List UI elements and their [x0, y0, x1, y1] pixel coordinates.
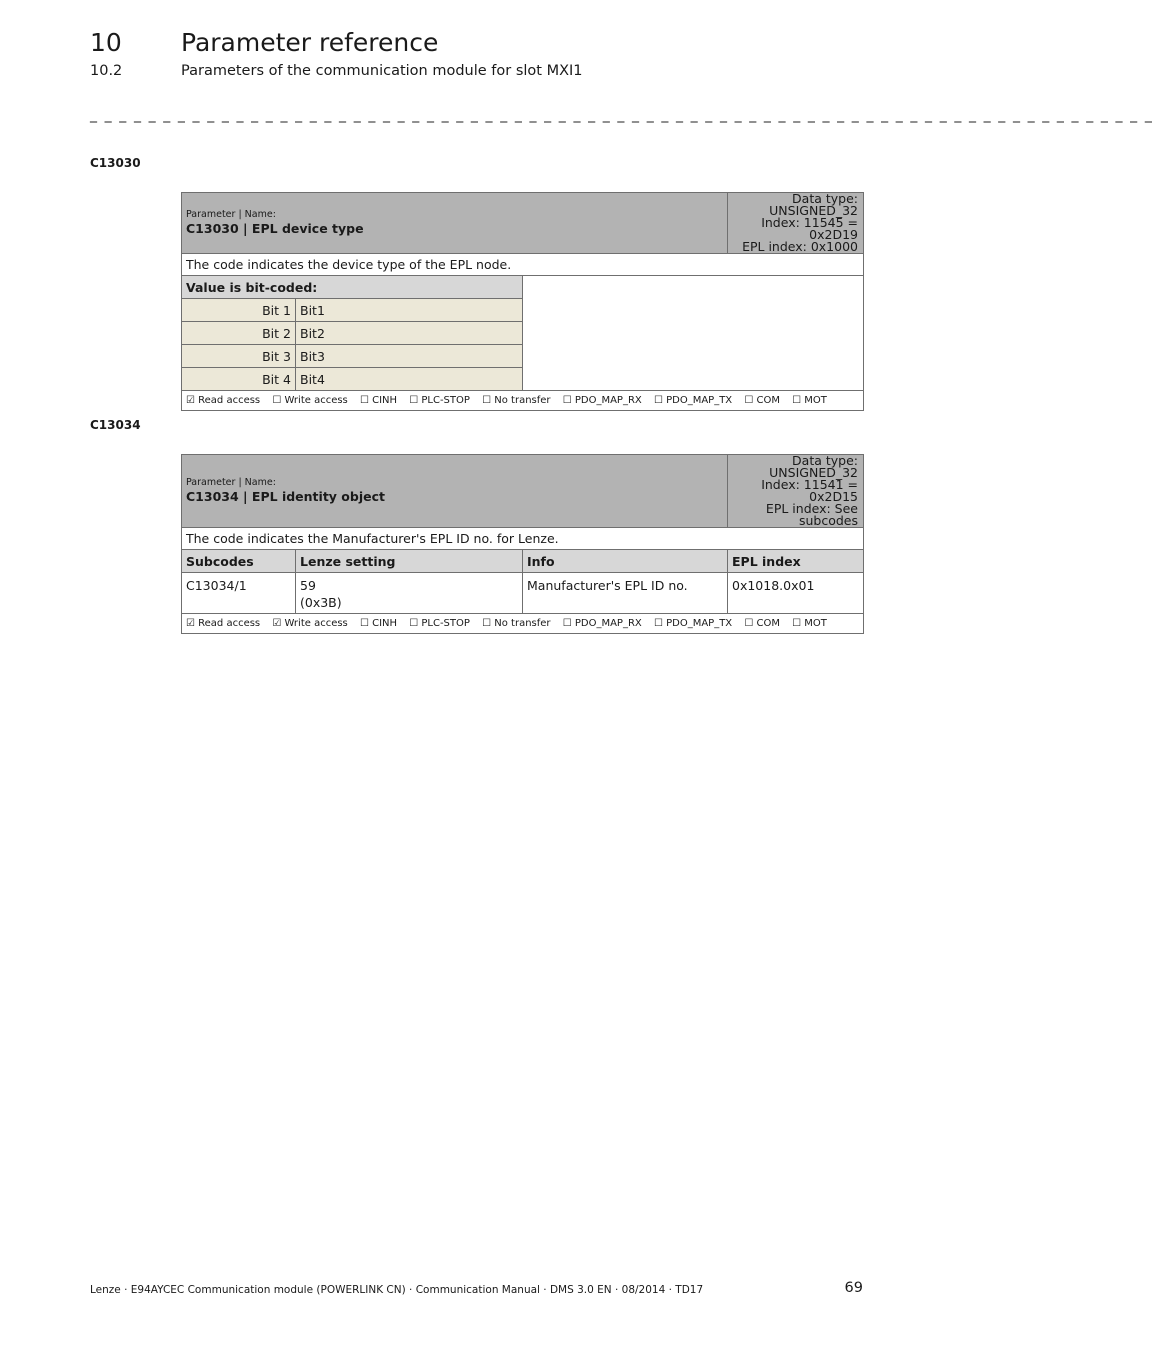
flag-cinh: ☐ CINH	[359, 395, 398, 406]
parameter-name-cell	[182, 193, 728, 254]
parameter-table-c13034	[181, 454, 864, 634]
section-title: Parameters of the communication module for slot MXI1	[181, 63, 583, 79]
bit-number: Bit 1	[182, 299, 296, 322]
empty-cell	[523, 276, 864, 391]
footer-text: Lenze · E94AYCEC Communication module (POWERLINK CN) · Communication Manual · DMS 3.0 EN · 08/2014 · TD17	[90, 1284, 704, 1296]
subcode-cell: C13034/1	[182, 573, 296, 614]
parameter-label: Parameter | Name:	[186, 209, 276, 220]
bit-number: Bit 4	[182, 368, 296, 391]
flag-plc-stop: ☐ PLC-STOP	[409, 395, 470, 406]
flag-write-access: ☐ Write access	[272, 395, 348, 406]
bit-number: Bit 3	[182, 345, 296, 368]
bit-name: Bit4	[296, 368, 523, 391]
column-header-epl-index: EPL index	[728, 550, 864, 573]
epl-index-cell: 0x1018.0x01	[728, 573, 864, 614]
table-row	[182, 573, 864, 614]
parameter-name-cell	[182, 455, 728, 528]
flag-mot: ☐ MOT	[792, 618, 827, 629]
flag-read-access: ☑ Read access	[186, 395, 261, 406]
parameter-label: Parameter | Name:	[186, 477, 276, 488]
code-heading-c13030: C13030	[90, 156, 141, 170]
lenze-setting-cell	[296, 573, 523, 614]
bit-name: Bit1	[296, 299, 523, 322]
flag-no-transfer: ☐ No transfer	[482, 618, 551, 629]
parameter-table-c13030	[181, 192, 864, 411]
lenze-setting-hex: (0x3B)	[300, 595, 342, 610]
bit-name: Bit2	[296, 322, 523, 345]
parameter-description: The code indicates the Manufacturer's EPL ID no. for Lenze.	[182, 528, 864, 550]
column-header-lenze-setting: Lenze setting	[296, 550, 523, 573]
info-cell: Manufacturer's EPL ID no.	[523, 573, 728, 614]
parameter-type-cell	[728, 455, 864, 528]
flag-pdo-map-tx: ☐ PDO_MAP_TX	[653, 618, 733, 629]
data-type: Data type: UNSIGNED_32	[769, 453, 858, 480]
page-number: 69	[844, 1280, 863, 1296]
bitcoded-label: Value is bit-coded:	[182, 276, 523, 299]
flag-com: ☐ COM	[744, 395, 780, 406]
bit-name: Bit3	[296, 345, 523, 368]
flag-pdo-map-tx: ☐ PDO_MAP_TX	[653, 395, 733, 406]
flag-no-transfer: ☐ No transfer	[482, 395, 551, 406]
index: Index: 11541 = 0x2D15	[761, 477, 858, 504]
flag-pdo-map-rx: ☐ PDO_MAP_RX	[562, 395, 642, 406]
bit-number: Bit 2	[182, 322, 296, 345]
epl-index: EPL index: See subcodes	[765, 501, 858, 528]
access-flags	[182, 614, 864, 634]
flag-pdo-map-rx: ☐ PDO_MAP_RX	[562, 618, 642, 629]
index: Index: 11545 = 0x2D19	[761, 215, 858, 242]
flag-com: ☐ COM	[744, 618, 780, 629]
section-number: 10.2	[90, 63, 123, 79]
access-flags	[182, 391, 864, 411]
data-type: Data type: UNSIGNED_32	[769, 191, 858, 218]
chapter-number: 10	[90, 28, 122, 57]
header-rule: _ _ _ _ _ _ _ _ _ _ _ _ _ _ _ _ _ _ _ _ _ _ _ _ _ _ _ _ _ _ _ _ _ _ _ _ _ _ _ _ _ _ _ _ _ _ _ _ _ _ _ _ _ _ _ _ _ _ _ _ _ _ _ _ _ _ _ _ _ _ _ _ _	[90, 107, 1153, 123]
flag-write-access: ☑ Write access	[272, 618, 348, 629]
flag-mot: ☐ MOT	[792, 395, 827, 406]
flag-plc-stop: ☐ PLC-STOP	[409, 618, 470, 629]
flag-read-access: ☑ Read access	[186, 618, 261, 629]
column-header-subcodes: Subcodes	[182, 550, 296, 573]
column-header-info: Info	[523, 550, 728, 573]
parameter-description: The code indicates the device type of the EPL node.	[182, 254, 864, 276]
lenze-setting-value: 59	[300, 578, 316, 593]
flag-cinh: ☐ CINH	[359, 618, 398, 629]
parameter-name: C13030 | EPL device type	[186, 221, 364, 236]
parameter-name: C13034 | EPL identity object	[186, 489, 385, 504]
parameter-type-cell	[728, 193, 864, 254]
code-heading-c13034: C13034	[90, 418, 141, 432]
epl-index: EPL index: 0x1000	[742, 239, 858, 254]
chapter-title: Parameter reference	[181, 28, 439, 57]
